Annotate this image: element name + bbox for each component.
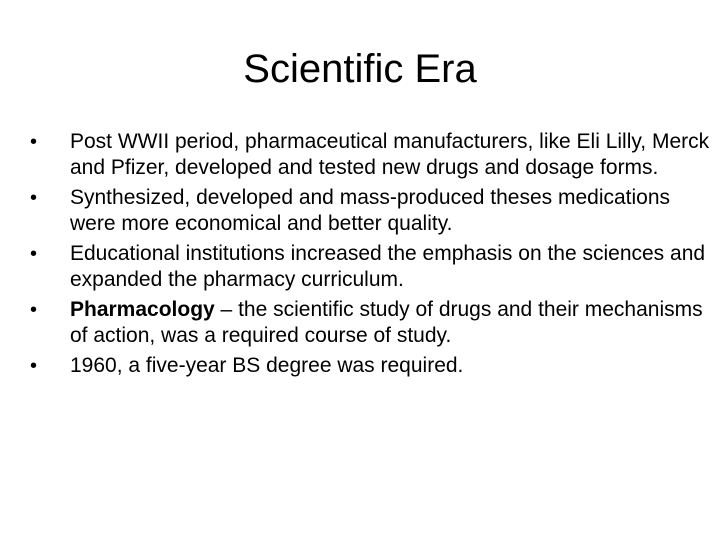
bullet-text: 1960, a five-year BS degree was required. <box>70 354 464 377</box>
bullet-icon: • <box>30 131 38 153</box>
bullet-item <box>30 297 710 349</box>
bullet-text: Educational institutions increased the emphasis on the sciences and expanded the pharmacy curriculum. <box>70 242 706 291</box>
bullet-item <box>30 129 710 181</box>
bullet-bold-term: Pharmacology <box>70 298 215 321</box>
bullet-icon: • <box>30 243 38 265</box>
bullet-text: Post WWII period, pharmaceutical manufacturers, like Eli Lilly, Merck and Pfizer, developed and tested new drugs and dosage forms. <box>70 130 710 179</box>
bullet-icon: • <box>30 299 38 321</box>
bullet-icon: • <box>30 355 38 377</box>
bullet-text: Synthesized, developed and mass-produced theses medications were more economical and better quality. <box>70 186 671 235</box>
bullet-text: – the scientific study of drugs and their mechanisms of action, was a required course of study. <box>70 298 703 347</box>
bullet-list <box>30 129 710 383</box>
slide-title: Scientific Era <box>243 47 477 91</box>
bullet-icon: • <box>30 187 38 209</box>
bullet-item <box>30 241 710 293</box>
bullet-item <box>30 353 710 379</box>
bullet-item <box>30 185 710 237</box>
